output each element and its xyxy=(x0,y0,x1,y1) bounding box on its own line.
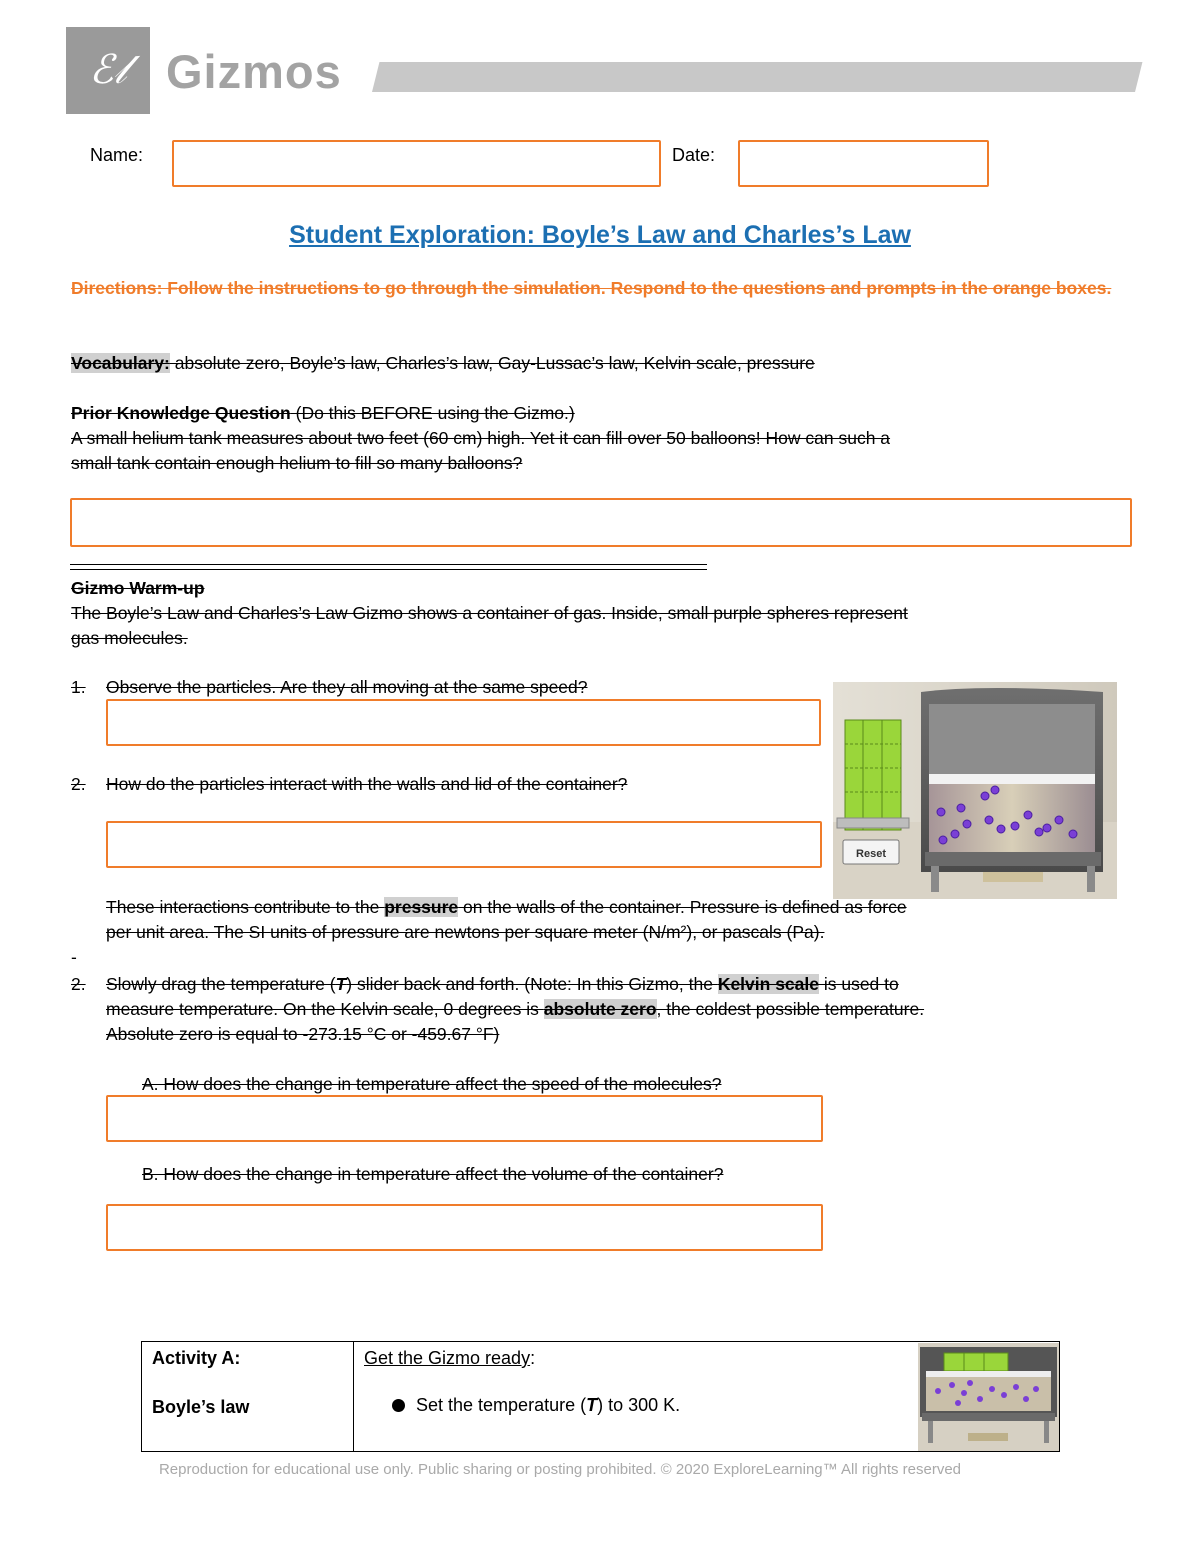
activity-subtitle: Boyle’s law xyxy=(152,1397,250,1417)
q3-line1 xyxy=(106,972,899,996)
prior-line2: small tank contain enough helium to fill so many balloons? xyxy=(71,453,523,473)
weights xyxy=(845,720,901,830)
name-field[interactable] xyxy=(172,140,661,187)
q2-answer-box[interactable] xyxy=(106,821,822,868)
header-bar xyxy=(372,62,1142,92)
reset-button[interactable]: Reset xyxy=(856,848,886,860)
divider-line-2 xyxy=(70,569,707,570)
prior-heading xyxy=(71,401,575,425)
page-title: Student Exploration: Boyle’s Law and Charles’s Law xyxy=(289,221,911,249)
bullet-var: T xyxy=(586,1395,598,1415)
q3-line2-post: , the coldest possible temperature. xyxy=(656,999,925,1019)
bullet-dot xyxy=(392,1399,405,1412)
gizmo-simulation-image xyxy=(833,682,1117,899)
qB-text: B. How does the change in temperature affect the volume of the container? xyxy=(142,1164,724,1184)
pressure-line1 xyxy=(106,895,907,919)
divider-line-1 xyxy=(70,564,707,565)
activity-title: Activity A: xyxy=(152,1348,241,1368)
dash: - xyxy=(71,947,77,967)
absolute-zero-term: absolute zero xyxy=(543,999,657,1019)
q3-mid: ) slider back and forth. (Note: In this Gizmo, the xyxy=(346,974,718,994)
q3-line2-pre: measure temperature. On the Kelvin scale, 0 degrees is xyxy=(106,999,544,1019)
activity-table-divider xyxy=(353,1341,354,1452)
name-label: Name: xyxy=(90,145,144,165)
qA-text: A. How does the change in temperature affect the speed of the molecules? xyxy=(142,1074,722,1094)
warmup-line2: gas molecules. xyxy=(71,628,188,648)
date-label: Date: xyxy=(672,145,716,165)
qA-answer-box[interactable] xyxy=(106,1095,823,1142)
q2-text: How do the particles interact with the walls and lid of the container? xyxy=(106,774,628,794)
date-field[interactable] xyxy=(738,140,989,187)
q3-var: T xyxy=(335,974,347,994)
q2-number: 2. xyxy=(71,774,86,794)
q3-number: 2. xyxy=(71,974,86,994)
prior-answer-box[interactable] xyxy=(70,498,1132,547)
directions: Directions: Follow the instructions to go through the simulation. Respond to the questions and prompts in the orange boxes. xyxy=(71,278,1112,298)
kelvin-scale-term: Kelvin scale xyxy=(717,974,819,994)
q1-number: 1. xyxy=(71,677,86,697)
bullet-post: ) to 300 K. xyxy=(597,1395,681,1415)
prior-note: (Do this BEFORE using the Gizmo.) xyxy=(290,403,575,423)
prior-label: Prior Knowledge Question xyxy=(71,403,291,423)
gizmo-thumbnail-image xyxy=(918,1343,1059,1451)
vocabulary xyxy=(71,351,815,375)
pressure-text-pre: These interactions contribute to the xyxy=(106,897,385,917)
q3-pre: Slowly drag the temperature ( xyxy=(106,974,336,994)
q1-text: Observe the particles. Are they all moving at the same speed? xyxy=(106,677,588,697)
pressure-term: pressure xyxy=(384,897,459,917)
vocabulary-text: absolute zero, Boyle’s law, Charles’s law, Gay-Lussac’s law, Kelvin scale, pressure xyxy=(169,353,815,373)
qB-answer-box[interactable] xyxy=(106,1204,823,1251)
logo xyxy=(66,27,150,114)
logo-glyph: ℰ𝓁 xyxy=(89,47,127,93)
pressure-text-post: on the walls of the container. Pressure is defined as force xyxy=(458,897,907,917)
get-ready-colon: : xyxy=(530,1348,536,1368)
brand-name: Gizmos xyxy=(166,45,342,98)
bullet-pre: Set the temperature ( xyxy=(416,1395,587,1415)
q3-line2 xyxy=(106,997,924,1021)
prior-line1: A small helium tank measures about two feet (60 cm) high. Yet it can fill over 50 balloons! How can such a xyxy=(71,428,891,448)
vocabulary-label: Vocabulary: xyxy=(71,353,170,373)
q3-post: is used to xyxy=(818,974,899,994)
warmup-line1: The Boyle’s Law and Charles’s Law Gizmo shows a container of gas. Inside, small purple spheres represent xyxy=(71,603,908,623)
q1-answer-box[interactable] xyxy=(106,699,821,746)
get-ready-heading xyxy=(364,1346,535,1370)
footer-copyright: Reproduction for educational use only. Public sharing or posting prohibited. © 2020 ExploreLearning™ All rights reserved xyxy=(158,1461,962,1478)
get-ready-text: Get the Gizmo ready xyxy=(364,1348,531,1368)
pressure-line2: per unit area. The SI units of pressure are newtons per square meter (N/m²), or pascals (Pa). xyxy=(106,922,825,942)
set-temperature-instruction xyxy=(416,1393,680,1417)
warmup-heading: Gizmo Warm-up xyxy=(71,578,205,598)
q3-line3: Absolute zero is equal to -273.15 °C or -459.67 °F) xyxy=(106,1024,500,1044)
